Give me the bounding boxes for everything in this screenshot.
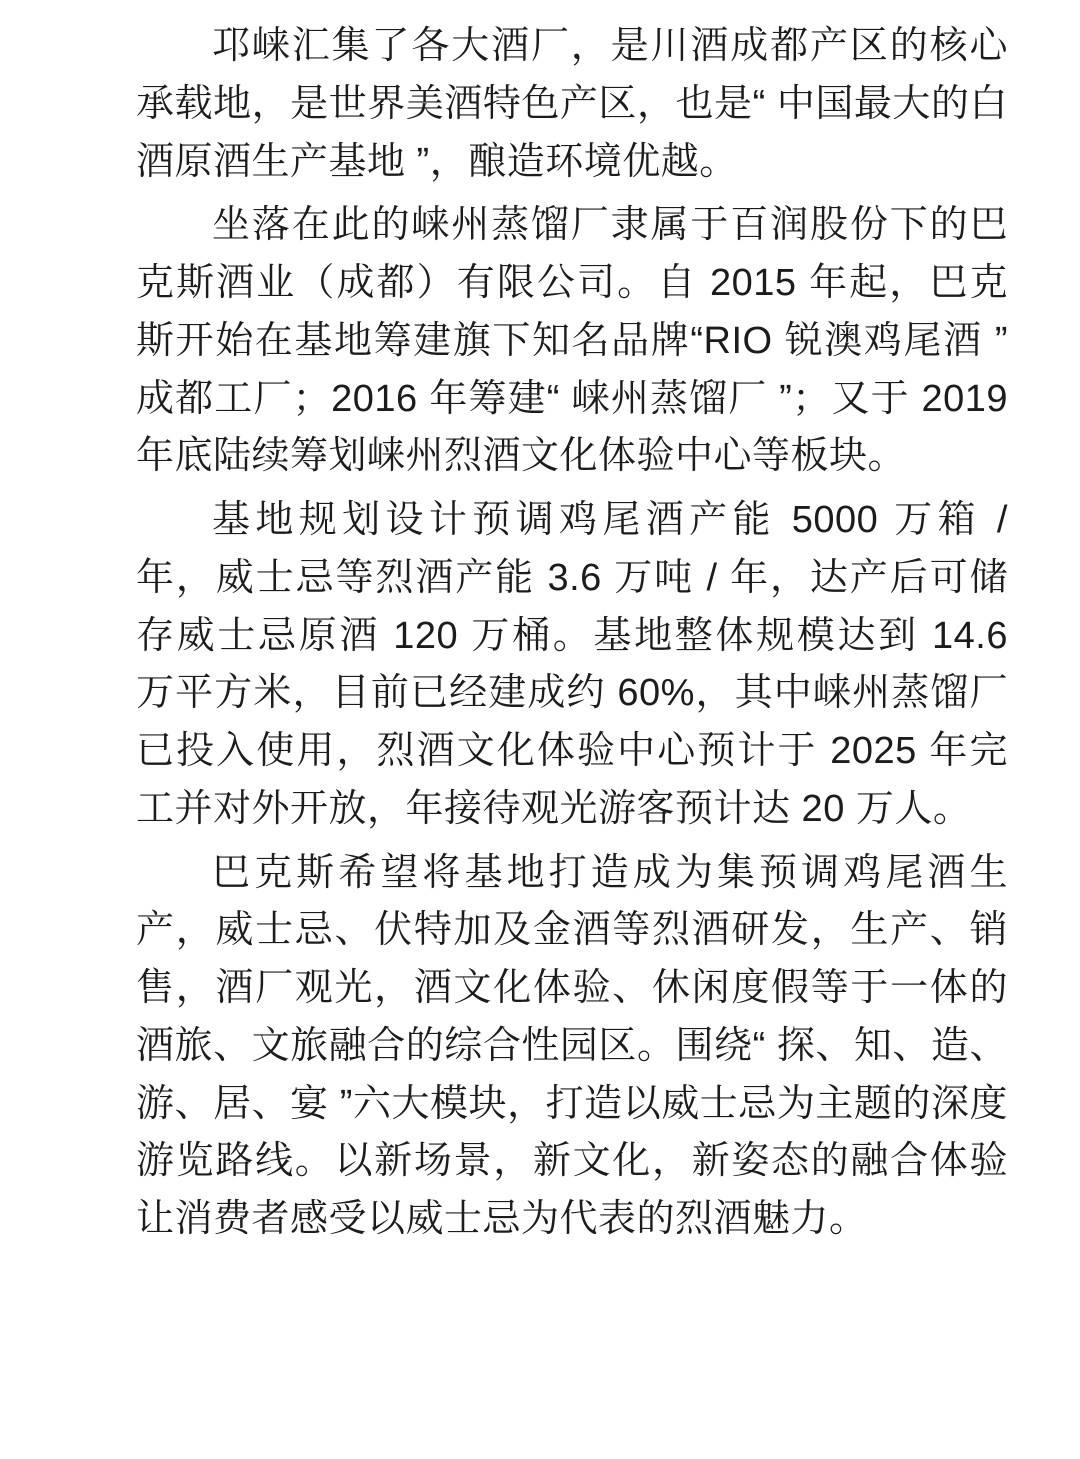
- paragraph-1: 邛崃汇集了各大酒厂，是川酒成都产区的核心承载地，是世界美酒特色产区，也是“ 中国最大的白酒原酒生产基地 ”，酿造环境优越。: [136, 25, 1008, 183]
- paragraph-4: 巴克斯希望将基地打造成为集预调鸡尾酒生产，威士忌、伏特加及金酒等烈酒研发，生产、销售，酒厂观光，酒文化体验、休闲度假等于一体的酒旅、文旅融合的综合性园区。围绕“ 探、知、造、游、居、宴 ”六大模块，打造以威士忌为主题的深度游览路线。以新场景，新文化，新姿态的融合体验让消费者感受以威士忌为代表的烈酒魅力。: [136, 851, 1008, 1240]
- paragraph-3: 基地规划设计预调鸡尾酒产能 5000 万箱 / 年，威士忌等烈酒产能 3.6 万吨 / 年，达产后可储存威士忌原酒 120 万桶。基地整体规模达到 14.6 万平方米，目前已经建成约 60%，其中崃州蒸馏厂已投入使用，烈酒文化体验中心预计于 2025 年完工并对外开放，年接待观光游客预计达 20 万人。: [136, 499, 1008, 830]
- article-body: [136, 18, 1008, 1249]
- paragraph-2: 坐落在此的崃州蒸馏厂隶属于百润股份下的巴克斯酒业（成都）有限公司。自 2015 年起，巴克斯开始在基地筹建旗下知名品牌“RIO 锐澳鸡尾酒 ”成都工厂；2016 年筹建“ 崃州蒸馏厂 ”；又于 2019 年底陆续筹划崃州烈酒文化体验中心等板块。: [136, 204, 1008, 478]
